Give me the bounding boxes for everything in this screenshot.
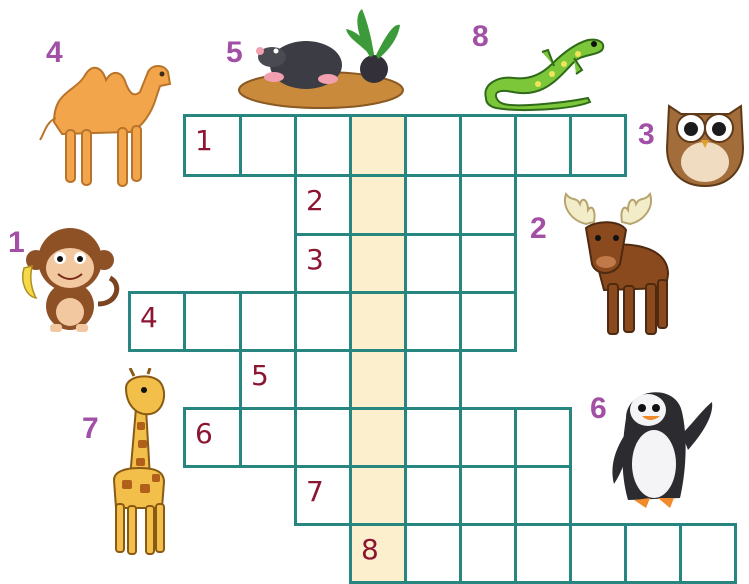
picture-number-giraffe: 7 xyxy=(82,412,99,445)
grid-cell-row-7-keyword[interactable] xyxy=(349,465,407,526)
grid-cell-row-4-keyword[interactable] xyxy=(349,291,407,352)
grid-cell-row-1[interactable] xyxy=(569,114,627,177)
grid-cell-row-3[interactable] xyxy=(404,233,462,294)
grid-cell-row-4[interactable] xyxy=(459,291,517,352)
grid-cell-row-1[interactable] xyxy=(183,114,242,177)
grid-cell-row-8[interactable] xyxy=(679,523,737,584)
picture-number-owl: 3 xyxy=(638,118,655,151)
grid-cell-row-4[interactable] xyxy=(183,291,242,352)
clue-number: 1 xyxy=(195,124,213,157)
grid-cell-row-4[interactable] xyxy=(239,291,297,352)
grid-cell-row-6[interactable] xyxy=(183,407,242,468)
grid-cell-row-5[interactable] xyxy=(294,349,352,410)
grid-cell-row-1-keyword[interactable] xyxy=(349,114,407,177)
grid-cell-row-3-keyword[interactable] xyxy=(349,233,407,294)
grid-cell-row-2[interactable] xyxy=(459,174,517,236)
grid-cell-row-6[interactable] xyxy=(239,407,297,468)
grid-cell-row-2-keyword[interactable] xyxy=(349,174,407,236)
picture-number-camel: 4 xyxy=(46,36,63,69)
picture-number-penguin: 6 xyxy=(590,392,607,425)
grid-cell-row-3[interactable] xyxy=(294,233,352,294)
grid-cell-row-1[interactable] xyxy=(404,114,462,177)
grid-cell-row-1[interactable] xyxy=(239,114,297,177)
grid-cell-row-6[interactable] xyxy=(459,407,517,468)
grid-cell-row-8[interactable] xyxy=(459,523,517,584)
grid-cell-row-5-keyword[interactable] xyxy=(349,349,407,410)
grid-cell-row-4[interactable] xyxy=(128,291,186,352)
grid-cell-row-6[interactable] xyxy=(514,407,572,468)
clue-number: 6 xyxy=(195,417,213,450)
grid-cell-row-8[interactable] xyxy=(624,523,682,584)
grid-cell-row-7[interactable] xyxy=(459,465,517,526)
grid-cell-row-4[interactable] xyxy=(294,291,352,352)
grid-cell-row-3[interactable] xyxy=(459,233,517,294)
clue-number: 4 xyxy=(140,301,158,334)
clue-number: 7 xyxy=(306,475,324,508)
grid-cell-row-5[interactable] xyxy=(404,349,462,410)
grid-cell-row-1[interactable] xyxy=(514,114,572,177)
grid-cell-row-8[interactable] xyxy=(569,523,627,584)
picture-number-monkey: 1 xyxy=(8,226,25,259)
grid-cell-row-1[interactable] xyxy=(294,114,352,177)
grid-cell-row-2[interactable] xyxy=(404,174,462,236)
grid-cell-row-7[interactable] xyxy=(514,465,572,526)
grid-cell-row-7[interactable] xyxy=(404,465,462,526)
grid-cell-row-4[interactable] xyxy=(404,291,462,352)
picture-number-mole: 5 xyxy=(226,36,243,69)
clue-number: 5 xyxy=(251,359,269,392)
clue-number: 2 xyxy=(306,184,324,217)
picture-number-lizard: 8 xyxy=(472,20,489,53)
grid-cell-row-8[interactable] xyxy=(514,523,572,584)
grid-cell-row-6[interactable] xyxy=(404,407,462,468)
grid-cell-row-6-keyword[interactable] xyxy=(349,407,407,468)
grid-cell-row-5[interactable] xyxy=(239,349,297,410)
clue-number: 8 xyxy=(361,533,379,566)
grid-cell-row-8-keyword[interactable] xyxy=(349,523,407,584)
clue-number: 3 xyxy=(306,243,324,276)
grid-cell-row-8[interactable] xyxy=(404,523,462,584)
grid-cell-row-6[interactable] xyxy=(294,407,352,468)
grid-cell-row-7[interactable] xyxy=(294,465,352,526)
grid-cell-row-2[interactable] xyxy=(294,174,352,236)
picture-number-moose: 2 xyxy=(530,212,547,245)
grid-cell-row-1[interactable] xyxy=(459,114,517,177)
